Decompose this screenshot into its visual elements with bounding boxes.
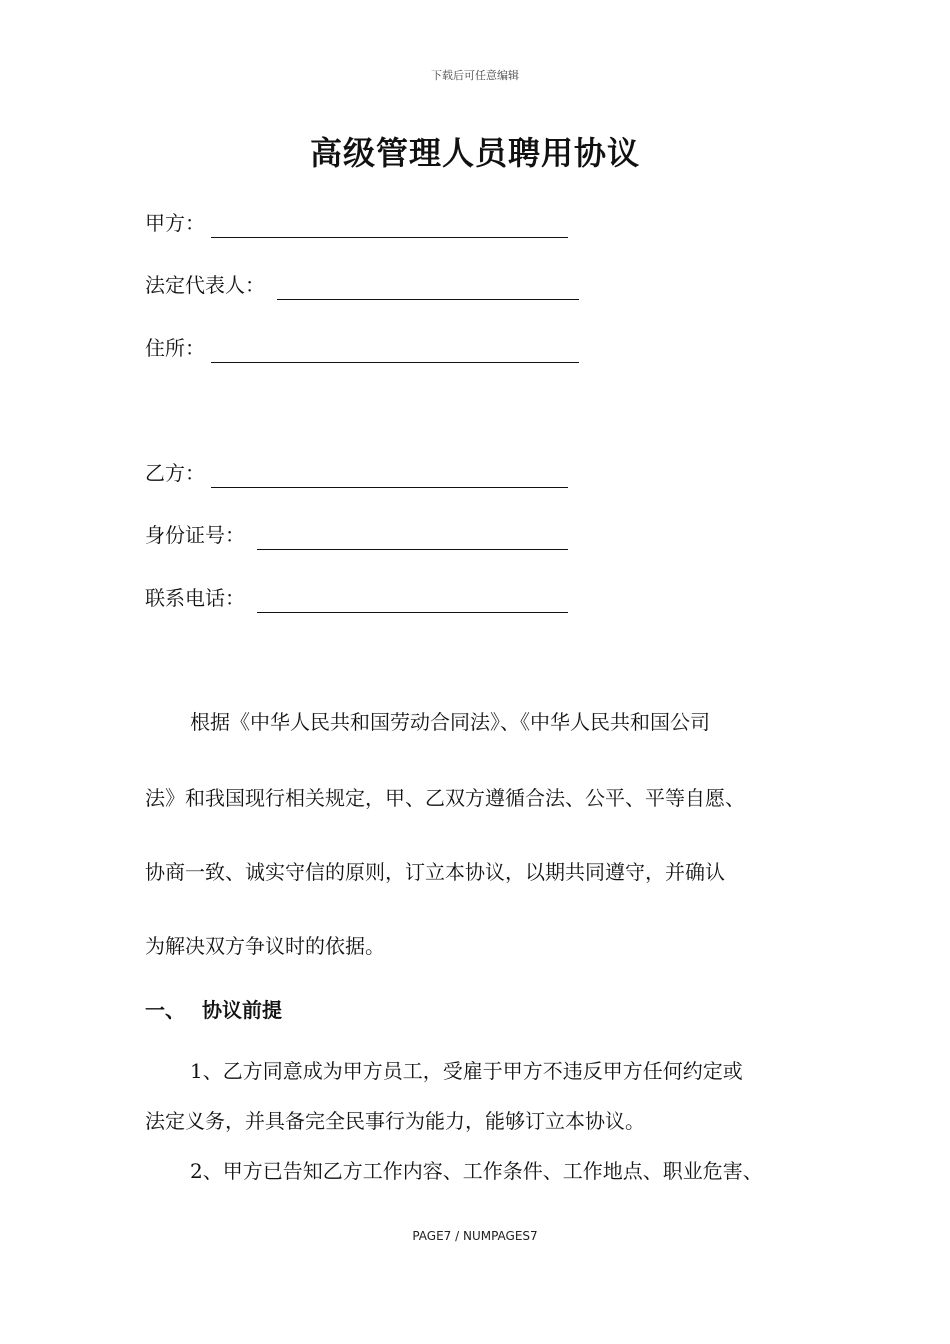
section-1-title: 协议前提 [202,998,282,1022]
clause-1-line-2: 法定义务，并具备完全民事行为能力，能够订立本协议。 [145,1109,645,1133]
party-a-name-label: 甲方： [145,211,205,235]
clause-2-line-1: 2、甲方已告知乙方工作内容、工作条件、工作地点、职业危害、 [190,1159,763,1183]
party-b-id-label: 身份证号： [145,523,245,547]
header-note: 下载后可任意编辑 [431,69,519,82]
party-a-rep-blank[interactable] [277,299,579,300]
party-a-address-label: 住所： [145,336,205,360]
party-a-name-field [145,208,205,238]
section-1-heading [145,995,282,1025]
party-b-id-field [145,520,245,550]
party-b-phone-field [145,583,245,613]
party-b-name-field [145,458,205,488]
party-a-address-blank[interactable] [211,362,579,363]
page-footer: PAGE7 / NUMPAGES7 [412,1229,538,1243]
section-1-number: 一、 [145,998,185,1022]
party-b-phone-label: 联系电话： [145,586,245,610]
party-a-rep-field [145,270,265,300]
party-a-address-field [145,333,205,363]
preamble-line-4: 为解决双方争议时的依据。 [145,934,385,958]
party-b-name-label: 乙方： [145,461,205,485]
party-b-phone-blank[interactable] [257,612,568,613]
party-a-rep-label: 法定代表人： [145,273,265,297]
preamble-line-1: 根据《中华人民共和国劳动合同法》、《中华人民共和国公司 [190,710,710,734]
preamble-line-3: 协商一致、诚实守信的原则，订立本协议，以期共同遵守，并确认 [145,860,725,884]
document-title: 高级管理人员聘用协议 [309,134,640,172]
preamble-line-2: 法》和我国现行相关规定，甲、乙双方遵循合法、公平、平等自愿、 [145,786,745,810]
party-b-id-blank[interactable] [257,549,568,550]
party-a-name-blank[interactable] [211,237,568,238]
party-b-name-blank[interactable] [211,487,568,488]
clause-1-line-1: 1、乙方同意成为甲方员工，受雇于甲方不违反甲方任何约定或 [190,1059,743,1083]
